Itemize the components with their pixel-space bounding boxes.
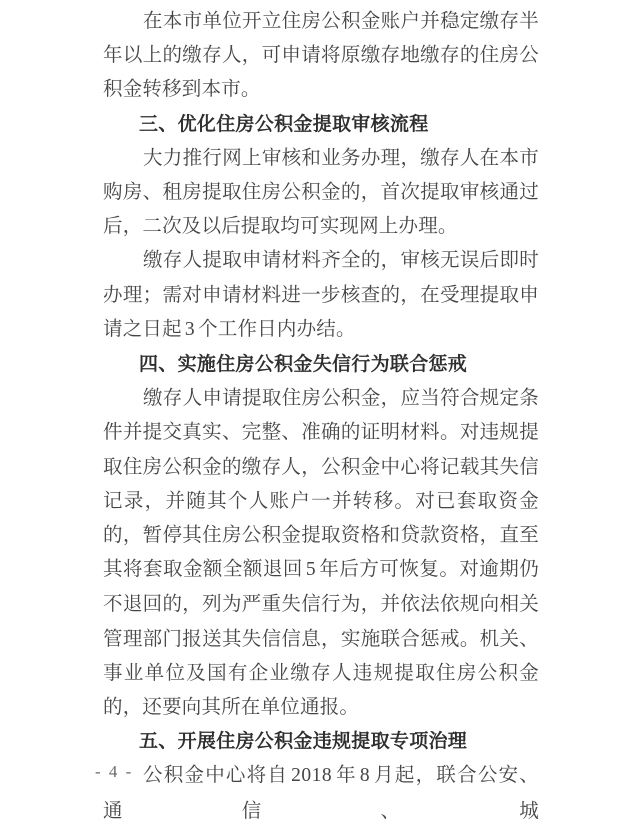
- page-number-footer: - 4 -: [95, 762, 134, 781]
- paragraph-processing-days: [103, 243, 539, 347]
- processing-days-number: 3: [184, 318, 196, 340]
- paragraph-joint-punishment: [103, 381, 539, 724]
- section-heading-four: 四、实施住房公积金失信行为联合惩戒: [139, 353, 468, 376]
- section-heading-three: 三、优化住房公积金提取审核流程: [139, 112, 429, 135]
- year-unit-label: 年: [335, 763, 357, 787]
- section-heading-five: 五、开展住房公积金违规提取专项治理: [139, 730, 468, 753]
- restoration-years-number: 5: [305, 559, 317, 581]
- paragraph-special-governance-after: 月起，联合公安、通信、城: [103, 763, 539, 822]
- start-year-number: 2018: [291, 765, 333, 787]
- paragraph-joint-punishment-after: 年后方可恢复。对逾期仍不退回的，列为严重失信行为，并依法依规向相关管理部门报送其失信信息，实施联合惩戒。机关、事业单位及国有企业缴存人违规提取住房公积金的，还要向其所在单位通报。: [103, 557, 539, 719]
- page-text-column: [103, 4, 539, 828]
- paragraph-processing-days-before: 缴存人提取申请材料齐全的，审核无误后即时办理；需对申请材料进一步核查的，在受理提取申请之日起: [103, 248, 539, 340]
- paragraph-online-review: 大力推行网上审核和业务办理，缴存人在本市购房、租房提取住房公积金的，首次提取审核通过后，二次及以后提取均可实现网上办理。: [103, 145, 539, 238]
- paragraph-continued: 在本市单位开立住房公积金账户并稳定缴存半年以上的缴存人，可申请将原缴存地缴存的住房公积金转移到本市。: [103, 9, 539, 101]
- paragraph-special-governance: [103, 758, 539, 827]
- start-month-number: 8: [359, 765, 371, 787]
- paragraph-special-governance-before: 公积金中心将自: [143, 763, 289, 787]
- paragraph-processing-days-after: 个工作日内办结。: [198, 316, 356, 340]
- paragraph-joint-punishment-before: 缴存人申请提取住房公积金，应当符合规定条件并提交真实、完整、准确的证明材料。对违规提取住房公积金的缴存人，公积金中心将记载其失信记录，并随其个人账户一并转移。对已套取资金的，暂停其住房公积金提取资格和贷款资格，直至其将套取金额全额退回: [103, 386, 539, 581]
